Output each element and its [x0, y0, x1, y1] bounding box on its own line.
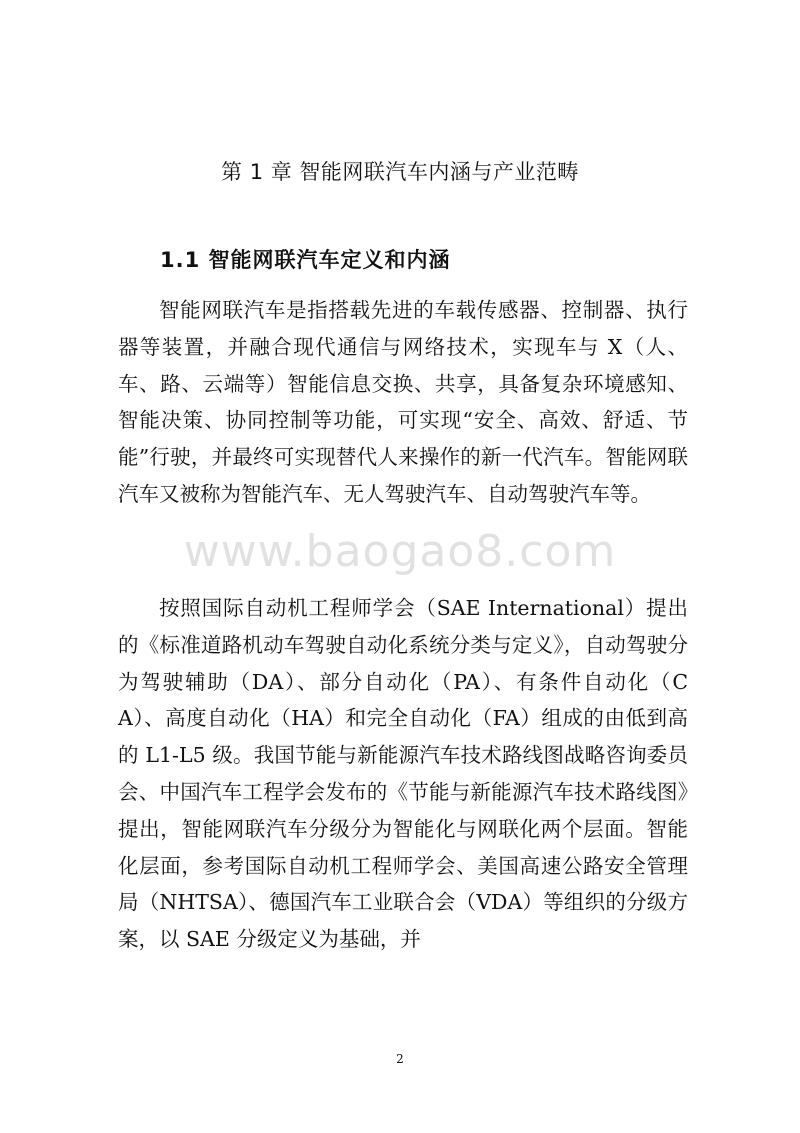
watermark: www.baogao8.com: [183, 526, 617, 577]
paragraph-classification: 按照国际自动机工程师学会（SAE International）提出的《标准道路机动车驾驶自动化系统分类与定义》，自动驾驶分为驾驶辅助（DA）、部分自动化（PA）、有条件自动化（CA）、高度自动化（HA）和完全自动化（FA）组成的由低到高的 L1-L5 级。我国节能与新能源汽车技术路线图战略咨询委员会、中国汽车工程学会发布的《节能与新能源汽车技术路线图》提出，智能网联汽车分级分为智能化与网联化两个层面。智能化层面，参考国际自动机工程师学会、美国高速公路安全管理局（NHTSA）、德国汽车工业联合会（VDA）等组织的分级方案，以 SAE 分级定义为基础，并: [118, 596, 688, 952]
page-number: 2: [396, 1052, 404, 1066]
paragraph-definition: 智能网联汽车是指搭载先进的车载传感器、控制器、执行器等装置，并融合现代通信与网络技术，实现车与 X（人、车、路、云端等）智能信息交换、共享，具备复杂环境感知、智能决策、协同控制等功能，可实现“安全、高效、舒适、节能”行驶，并最终可实现替代人来操作的新一代汽车。智能网联汽车又被称为智能汽车、无人驾驶汽车、自动驾驶汽车等。: [118, 298, 688, 506]
section-title: 1.1 智能网联汽车定义和内涵: [160, 248, 451, 272]
chapter-title: 第 1 章 智能网联汽车内涵与产业范畴: [221, 160, 579, 184]
